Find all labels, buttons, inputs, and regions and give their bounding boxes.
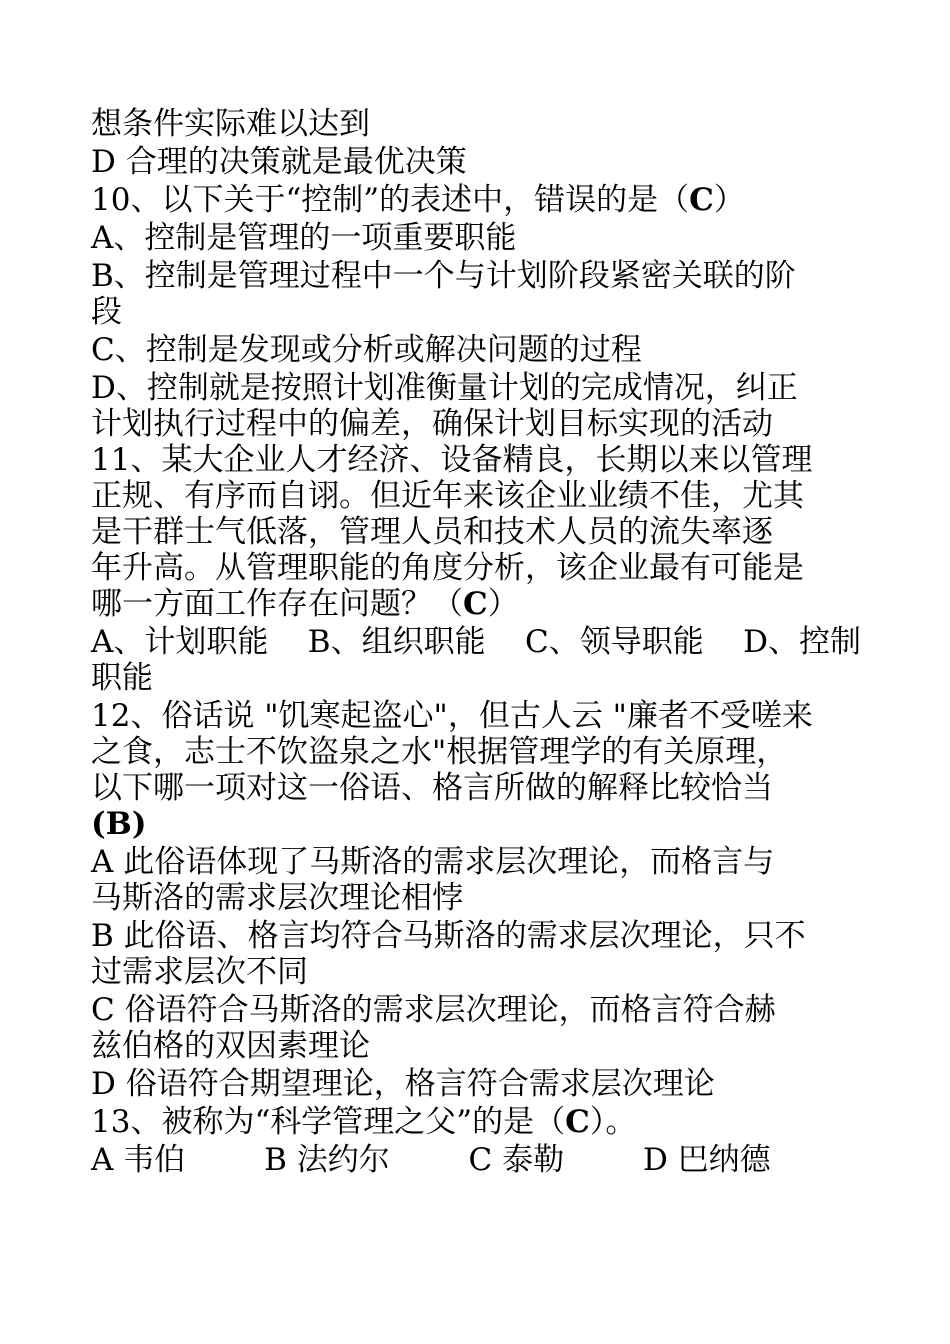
option-a-q10: A、控制是管理的一项重要职能 [91,220,517,256]
option-a-q12-cont: 马斯洛的需求层次理论相悖 [91,880,463,916]
option-c-q12: C 俗语符合马斯洛的需求层次理论，而格言符合赫 [91,992,776,1028]
option-a-q12: A 此俗语体现了马斯洛的需求层次理论，而格言与 [91,844,775,880]
question-11-line1: 11、某大企业人才经济、设备精良，长期以来以管理 [91,442,813,478]
option-b-q12: B 此俗语、格言均符合马斯洛的需求层次理论，只不 [91,918,806,954]
answer-q12-close: ) [131,806,147,842]
text-line: 想条件实际难以达到 [91,106,370,142]
answer-q12: B [105,806,132,842]
question-13 [91,1104,871,1140]
option-d-q9: D 合理的决策就是最优决策 [91,144,467,180]
question-12-line3: 以下哪一项对这一俗语、格言所做的解释比较恰当 [91,770,773,806]
question-12-line2: 之食，志士不饮盗泉之水"根据管理学的有关原理， [91,734,788,770]
question-11-text: 哪一方面工作存在问题？（ [91,586,463,622]
answer-q12-open: ( [91,806,106,842]
answer-q10-close: ） [713,182,745,218]
answer-q13: C [565,1104,590,1140]
document-page [91,106,871,1178]
option-c-q12-cont: 兹伯格的双因素理论 [91,1028,370,1064]
option-c-q10: C、控制是发现或分析或解决问题的过程 [91,332,642,368]
question-11-line3: 是干群士气低落，管理人员和技术人员的流失率逐 [91,514,773,550]
question-12-line4 [91,806,871,842]
option-b-q10-cont: 段 [91,294,122,330]
option-d-q10: D、控制就是按照计划准衡量计划的完成情况，纠正 [91,370,798,406]
answer-q11: C [463,586,488,622]
question-11-line4: 年升高。从管理职能的角度分析，该企业最有可能是 [91,550,804,586]
question-11-line5 [91,586,871,622]
answer-q11-close: ） [487,586,519,622]
question-12-line1: 12、俗话说 "饥寒起盗心"，但古人云 "廉者不受嗟来 [91,698,813,734]
option-b-q12-cont: 过需求层次不同 [91,954,308,990]
options-q11: A、计划职能 B、组织职能 C、领导职能 D、控制 [91,624,861,660]
answer-q13-close: ）。 [589,1104,637,1140]
question-10-text: 10、以下关于“控制”的表述中，错误的是（ [91,182,690,218]
option-d-q12: D 俗语符合期望理论，格言符合需求层次理论 [91,1066,715,1102]
question-11-line2: 正规、有序而自诩。但近年来该企业业绩不佳，尤其 [91,478,804,514]
question-10 [91,182,871,218]
options-q13: A 韦伯 B 法约尔 C 泰勒 D 巴纳德 [91,1142,771,1178]
answer-q10: C [689,182,714,218]
option-d-q10-cont: 计划执行过程中的偏差，确保计划目标实现的活动 [91,406,773,442]
option-b-q10: B、控制是管理过程中一个与计划阶段紧密关联的阶 [91,258,796,294]
options-q11-cont: 职能 [91,660,153,696]
question-13-text: 13、被称为“科学管理之父”的是（ [91,1104,566,1140]
